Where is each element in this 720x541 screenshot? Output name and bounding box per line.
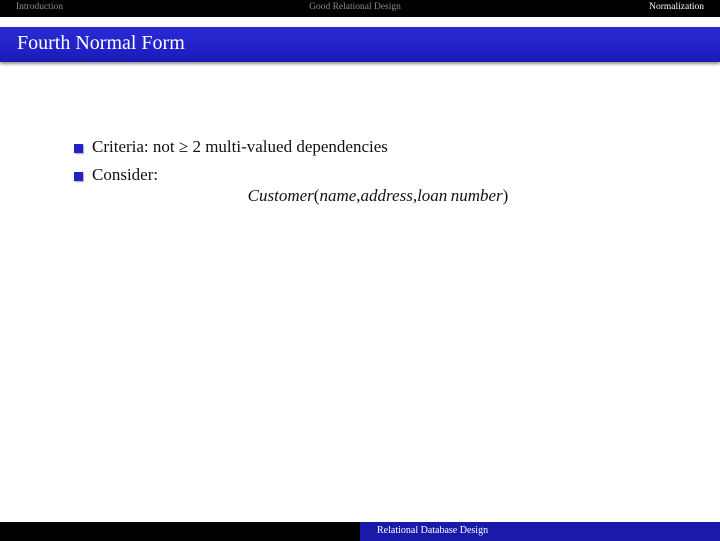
formula-open-paren: ( bbox=[313, 186, 320, 205]
attribute-address: address bbox=[360, 186, 413, 205]
nav-item-introduction[interactable]: Introduction bbox=[16, 2, 63, 12]
bullet-list bbox=[74, 136, 674, 192]
footer-left-panel bbox=[0, 522, 360, 541]
page-title: Fourth Normal Form bbox=[17, 32, 185, 54]
footer-title: Relational Database Design bbox=[377, 525, 489, 536]
relation-schema-formula bbox=[0, 186, 720, 206]
formula-separator: , bbox=[412, 186, 418, 205]
bullet-text-criteria: Criteria: not ≥ 2 multi-valued dependencies bbox=[92, 137, 388, 156]
bullet-square-icon bbox=[74, 172, 83, 181]
footer-bar bbox=[0, 522, 720, 541]
attribute-loan-number: loan number bbox=[417, 186, 503, 205]
bullet-square-icon bbox=[74, 144, 83, 153]
attribute-name: name bbox=[319, 186, 357, 205]
nav-item-good-relational-design[interactable]: Good Relational Design bbox=[309, 2, 401, 12]
bullet-text-consider: Consider: bbox=[92, 165, 159, 184]
formula-separator: , bbox=[356, 186, 361, 205]
relation-name: Customer bbox=[247, 186, 314, 205]
formula-close-paren: ) bbox=[502, 186, 509, 205]
footer-right-panel bbox=[360, 522, 720, 541]
nav-item-normalization[interactable]: Normalization bbox=[649, 2, 704, 12]
top-navigation-bar bbox=[0, 0, 720, 17]
title-bar bbox=[0, 27, 720, 62]
list-item bbox=[74, 136, 674, 164]
